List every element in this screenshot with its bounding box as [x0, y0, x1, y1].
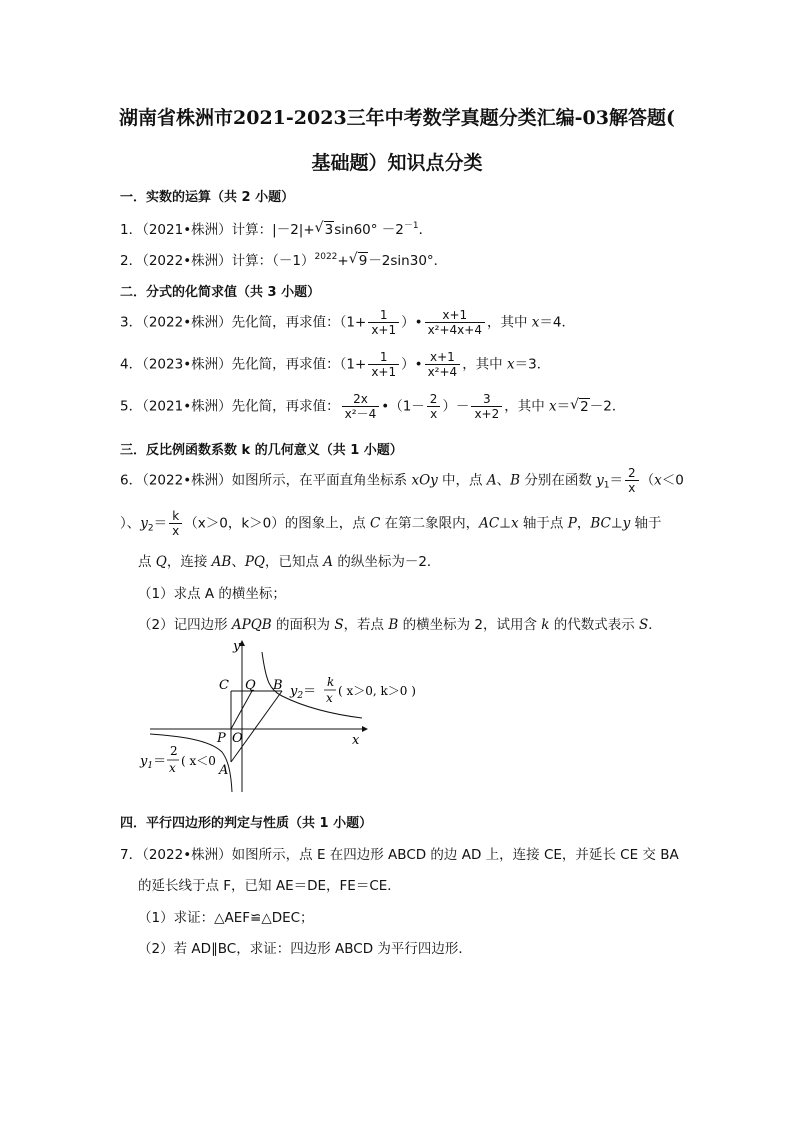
q4-tail-a: ，其中 — [462, 356, 507, 373]
q5-mid2: ）－ — [442, 398, 470, 415]
q6-text: 的代数式表示 — [549, 617, 640, 633]
q4-var: x — [506, 356, 515, 373]
label-x-axis: x — [352, 733, 360, 748]
q3-f2-num: x+1 — [425, 308, 485, 323]
q6-point-a: A — [486, 472, 497, 489]
q5-mid1: •（1－ — [381, 398, 425, 415]
q6-text: 、 — [496, 472, 511, 489]
q5-f1-den: x²－4 — [344, 407, 377, 421]
q6-text: ⊥ — [610, 515, 623, 532]
q6-text: ，连接 — [166, 554, 212, 570]
q6-text: 轴于点 — [518, 515, 568, 532]
section-heading-2: 二．分式的化简求值（共 3 小题） — [120, 285, 321, 300]
label-q: Q — [245, 678, 256, 693]
q6-f1-num: 2 — [625, 466, 639, 481]
question-6-part-2 — [138, 613, 662, 633]
q6-text: ＝ — [153, 515, 168, 532]
q6-text: 、 — [231, 554, 245, 570]
y2-label: $y_2=$ — [290, 684, 317, 701]
question-2 — [120, 249, 447, 269]
q6-text: ＝ — [609, 472, 623, 489]
q5-sqrt: √ 2 — [570, 396, 589, 415]
q6-point-b: B — [388, 617, 399, 633]
q6-text: 轴于 — [630, 515, 662, 532]
label-y-axis: y — [233, 639, 241, 654]
y1-label: $y_1=$ — [140, 754, 167, 771]
q6-text: 分别在函数 — [520, 472, 597, 489]
q3-prefix: 3．（2022•株洲）先化简，再求值：（1+ — [120, 314, 367, 331]
question-1 — [120, 218, 432, 238]
q2-prefix: 2．（2022•株洲）计算：（－1） — [120, 253, 315, 269]
q5-fraction-1 — [342, 392, 380, 421]
q6-bc: BC — [590, 515, 611, 532]
q6-fraction-1 — [625, 466, 639, 495]
q6-point-a: A — [323, 554, 334, 570]
q6-text: ＜0 — [661, 472, 684, 489]
q6-y2: y — [140, 515, 148, 532]
q6-y1: y — [596, 472, 604, 489]
q5-tail-b: ＝ — [556, 398, 571, 415]
label-p: P — [217, 731, 226, 746]
q5-f2-num: 2 — [427, 392, 441, 407]
q6-point-q: Q — [155, 554, 167, 570]
section-heading-4: 四．平行四边形的判定与性质（共 1 小题） — [120, 816, 373, 831]
question-7-part-2: （2）若 AD∥BC，求证：四边形 ABCD 为平行四边形． — [138, 941, 472, 957]
q6-f1-den: x — [628, 481, 636, 495]
q4-f2-den: x²+4 — [427, 365, 458, 379]
q3-fraction-2 — [425, 308, 485, 337]
q6-ac: AC — [479, 515, 500, 532]
q2-sqrt: √ 9 — [348, 251, 368, 269]
q1-sqrt: √ 3 — [314, 220, 334, 238]
q6-text: （2）记四边形 — [138, 617, 232, 633]
q6-xoy: xOy — [411, 472, 438, 489]
page-title-line2: 基础题）知识点分类 — [311, 152, 483, 174]
q6-text: 点 — [138, 554, 156, 570]
y1-frac-den: x — [169, 761, 176, 775]
question-3 — [120, 308, 575, 337]
section-heading-1: 一．实数的运算（共 2 小题） — [120, 190, 295, 205]
q6-apqb: APQB — [231, 617, 272, 633]
q6-text: ． — [648, 617, 662, 633]
label-c: C — [219, 678, 229, 693]
q6-y: y — [622, 515, 631, 532]
q6-text: （x＞0，k＞0）的图象上，点 — [184, 515, 371, 532]
q5-f3-num: 3 — [471, 392, 502, 407]
q5-fraction-3 — [471, 392, 502, 421]
q4-f1-den: x+1 — [371, 365, 397, 379]
q6-text: ）、 — [120, 515, 141, 532]
q1-trig: sin60° －2 — [334, 222, 404, 238]
q4-f2-num: x+1 — [425, 350, 461, 365]
q6-y2-sub: 2 — [147, 523, 154, 534]
q6-text: ⊥ — [499, 515, 512, 532]
segment-ab — [231, 691, 282, 762]
q6-text: ，若点 — [343, 617, 389, 633]
q4-tail-b: ＝3． — [514, 356, 551, 373]
section-heading-3: 三．反比例函数系数 k 的几何意义（共 1 小题） — [120, 443, 403, 458]
y1-condition: ( x＜0 — [181, 754, 216, 768]
q6-point-p: P — [567, 515, 577, 532]
q4-mid: ）• — [401, 356, 423, 373]
x-axis-arrow — [362, 726, 368, 732]
q6-x: x — [511, 515, 519, 532]
q6-text: 的横坐标为 2，试用含 — [398, 617, 542, 633]
q6-text: 6．（2022•株洲）如图所示，在平面直角坐标系 — [120, 472, 412, 489]
question-6-line-2 — [120, 509, 662, 538]
question-6-line-3 — [138, 550, 440, 570]
q1-end: ． — [418, 222, 433, 238]
q6-text: 中，点 — [437, 472, 487, 489]
q1-radicand: 3 — [324, 222, 334, 238]
q6-text: 在第二象限内， — [380, 515, 480, 532]
q3-fraction-1 — [368, 308, 399, 337]
q1-prefix: 1．（2021•株洲）计算：|－2|+ — [120, 222, 315, 238]
q6-text: ， — [576, 515, 591, 532]
q5-f2-den: x — [430, 407, 438, 421]
q1-exponent: －1 — [403, 221, 419, 231]
q5-prefix: 5．（2021•株洲）先化简，再求值： — [120, 398, 340, 415]
question-7-line-1: 7．（2022•株洲）如图所示，点 E 在四边形 ABCD 的边 AD 上，连接 CE，并延长 CE 交 BA — [120, 847, 679, 863]
q6-figure — [130, 632, 440, 802]
q6-x: x — [654, 472, 662, 489]
label-b: B — [273, 678, 283, 693]
q6-s: S — [334, 617, 344, 633]
question-5 — [120, 392, 625, 421]
question-7-line-2: 的延长线于点 F，已知 AE＝DE，FE＝CE． — [138, 878, 401, 894]
q6-point-c: C — [370, 515, 381, 532]
q5-var: x — [549, 398, 557, 415]
question-6-line-1 — [120, 466, 684, 495]
y2-condition: ( x＞0, k＞0 ) — [338, 684, 416, 698]
q5-f3-den: x+2 — [474, 407, 500, 421]
question-4 — [120, 350, 550, 379]
q6-f2-den: x — [172, 524, 180, 538]
q3-tail-a: ，其中 — [486, 314, 532, 331]
q5-tail-a: ，其中 — [504, 398, 550, 415]
q6-pq: PQ — [244, 554, 265, 570]
q5-fraction-2 — [427, 392, 441, 421]
q6-f2-num: k — [169, 509, 182, 524]
q2-rest: －2sin30°． — [368, 253, 448, 269]
q4-fraction-1 — [368, 350, 399, 379]
question-6-part-1: （1）求点 A 的横坐标； — [138, 586, 286, 602]
q6-text: 的纵坐标为－2． — [333, 554, 441, 570]
y1-frac-num: 2 — [170, 744, 178, 758]
page-title-line1: 湖南省株洲市2021-2023三年中考数学真题分类汇编-03解答题( — [119, 107, 675, 129]
q6-ab: AB — [211, 554, 232, 570]
q4-fraction-2 — [425, 350, 461, 379]
q6-text: ，已知点 — [265, 554, 324, 570]
label-a: A — [219, 763, 229, 778]
q6-y1-sub: 1 — [603, 480, 610, 491]
q5-f1-num: 2x — [342, 392, 380, 407]
q5-radicand: 2 — [580, 398, 589, 415]
q2-plus: + — [337, 253, 349, 269]
q3-f2-den: x²+4x+4 — [427, 323, 482, 337]
q3-f1-num: 1 — [368, 308, 399, 323]
q6-text: （ — [640, 472, 655, 489]
q3-f1-den: x+1 — [371, 323, 397, 337]
question-7-part-1: （1）求证：△AEF≌△DEC； — [138, 910, 314, 926]
q2-radicand: 9 — [358, 253, 368, 269]
q3-mid: ）• — [401, 314, 423, 331]
q4-f1-num: 1 — [368, 350, 399, 365]
q3-tail-b: ＝4． — [539, 314, 575, 331]
q6-k: k — [541, 617, 550, 633]
q3-var: x — [531, 314, 540, 331]
q6-point-b: B — [510, 472, 521, 489]
y2-frac-num: k — [327, 675, 335, 689]
y2-frac-den: x — [326, 691, 333, 705]
q6-s: S — [639, 617, 649, 633]
q2-exponent: 2022 — [314, 252, 338, 262]
q6-text: 的面积为 — [271, 617, 335, 633]
q4-prefix: 4．（2023•株洲）先化简，再求值：（1+ — [120, 356, 367, 373]
q6-fraction-2 — [169, 509, 182, 538]
q5-tail-c: －2． — [589, 398, 626, 415]
label-o: O — [232, 731, 243, 746]
